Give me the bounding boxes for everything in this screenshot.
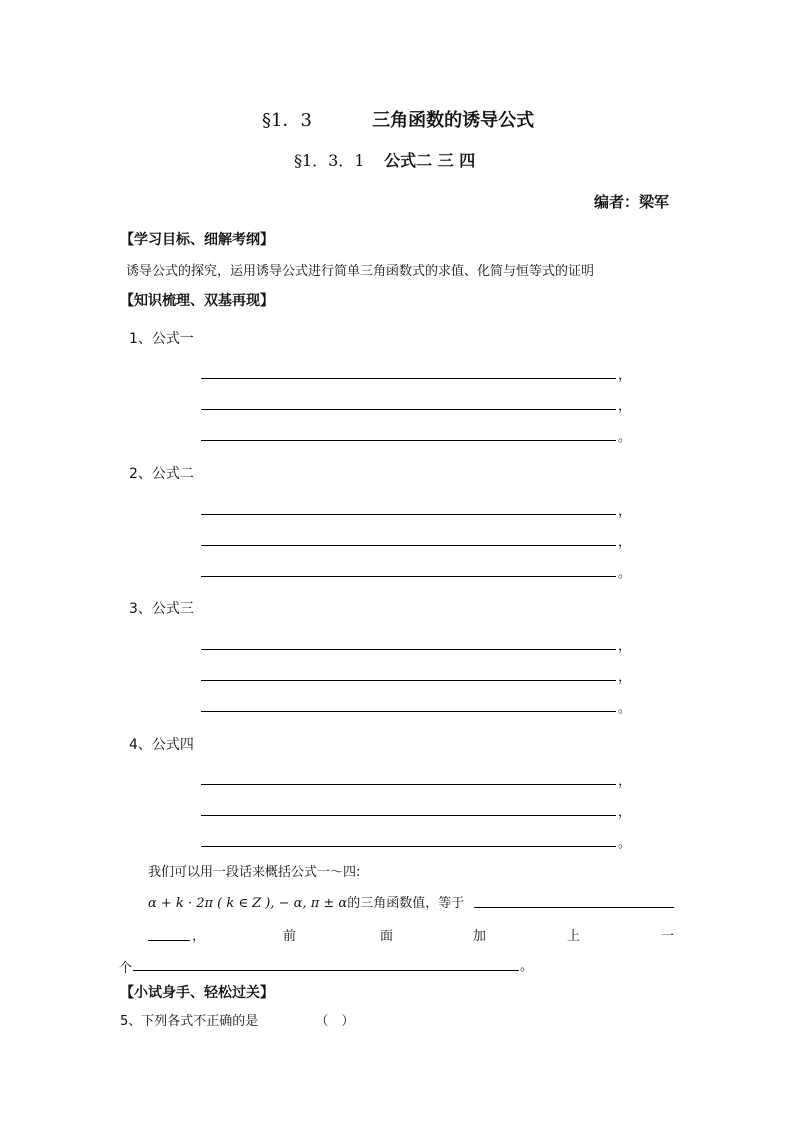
line-ending-punct: ， [618, 639, 632, 654]
line-ending-punct: ， [618, 535, 632, 550]
subtitle-text: 公式二 三 四 [384, 151, 476, 170]
subtitle-section-number: §1．3．1 [294, 151, 365, 170]
line-ending-punct: ， [618, 368, 632, 383]
summary-intro: 我们可以用一段话来概括公式一～四: [148, 865, 361, 880]
section-heading-knowledge: 【知识梳理、双基再现】 [120, 293, 274, 309]
fill-blank-line[interactable] [201, 440, 616, 441]
fill-blank-line[interactable] [148, 940, 190, 941]
formula-expression: α + k · 2π ( k ∈ Z ), − α, π ± α [148, 896, 348, 911]
line-ending-punct: 。 [618, 430, 632, 445]
line-ending-punct: ， [618, 504, 632, 519]
fill-blank-line[interactable] [133, 970, 519, 971]
question-5-text: 5、下列各式不正确的是 [120, 1014, 259, 1029]
title-section-number: §1．3 [262, 110, 312, 131]
line-ending-punct: ， [618, 774, 632, 789]
formula-suffix: 的三角函数值，等于 [347, 896, 465, 911]
fill-blank-line[interactable] [201, 711, 616, 712]
fill-blank-line[interactable] [201, 514, 616, 515]
spaced-word: 上 [567, 929, 581, 944]
fill-blank-line[interactable] [201, 815, 616, 816]
line-ending-punct: ， [618, 805, 632, 820]
fill-blank-line[interactable] [201, 576, 616, 577]
page-title [262, 106, 534, 132]
line-ending-punct: 。 [618, 566, 632, 581]
fill-prefix: 个 [119, 961, 133, 976]
fill-blank-line[interactable] [201, 545, 616, 546]
spaced-word: 一 [661, 929, 675, 944]
spaced-word: 加 [473, 929, 487, 944]
page-subtitle [294, 148, 475, 171]
title-text: 三角函数的诱导公式 [372, 110, 535, 131]
objectives-text: 诱导公式的探究，运用诱导公式进行简单三角函数式的求值、化简与恒等式的证明 [126, 264, 595, 279]
fill-blank-line[interactable] [201, 649, 616, 650]
formula-item-label: 1、公式一 [129, 331, 194, 347]
formula-item-label: 4、公式四 [129, 737, 194, 753]
spaced-word: 前 [283, 929, 297, 944]
section-heading-objectives: 【学习目标、细解考纲】 [120, 232, 274, 248]
fill-comma: ， [192, 929, 206, 944]
fill-blank-line[interactable] [201, 378, 616, 379]
answer-paren[interactable]: （ ） [315, 1014, 355, 1029]
line-ending-punct: ， [618, 399, 632, 414]
line-ending-punct: 。 [618, 701, 632, 716]
fill-blank-line[interactable] [201, 784, 616, 785]
summary-formula-line [148, 892, 464, 911]
section-heading-practice: 【小试身手、轻松过关】 [120, 985, 274, 1001]
fill-blank-line[interactable] [201, 409, 616, 410]
line-ending-punct: 。 [618, 836, 632, 851]
formula-item-label: 3、公式三 [129, 601, 194, 617]
fill-blank-line[interactable] [474, 907, 674, 908]
fill-blank-line[interactable] [201, 846, 616, 847]
fill-blank-line[interactable] [201, 680, 616, 681]
formula-item-label: 2、公式二 [129, 466, 194, 482]
spaced-word: 面 [380, 929, 394, 944]
line-ending-punct: ， [618, 670, 632, 685]
fill-end-punct: 。 [520, 959, 534, 974]
author-line: 编者：梁军 [594, 193, 670, 211]
question-5 [120, 1010, 354, 1029]
